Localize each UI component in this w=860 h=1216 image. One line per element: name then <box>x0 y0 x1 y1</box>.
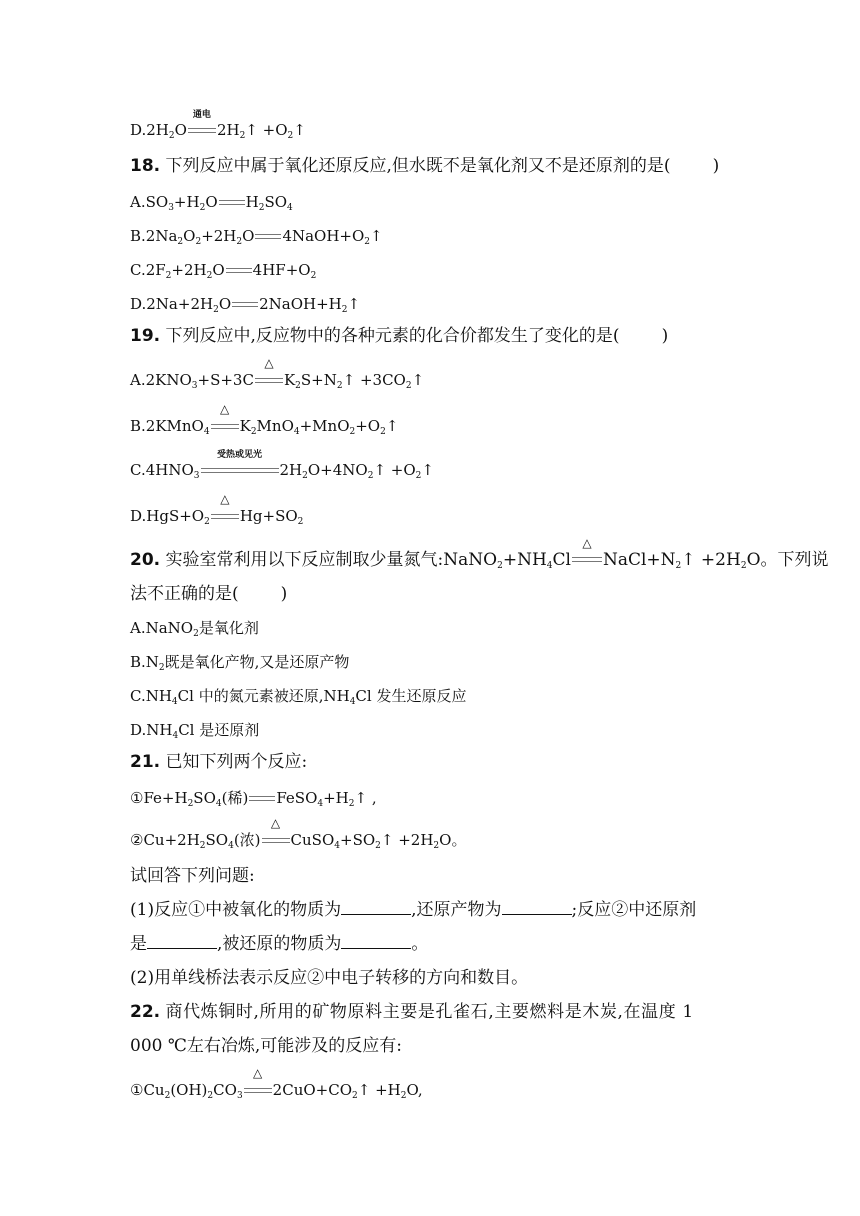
q21-reaction-1: $①Fe+H_2SO_4$(稀) $FeSO_4+H_2↑$ , <box>130 789 377 809</box>
light-heat-arrow: 受热或见光 <box>201 460 279 480</box>
question-18: 18. 下列反应中属于氧化还原反应,但水既不是氧化剂又不是还原剂的是( ) <box>130 156 720 176</box>
answer-blank[interactable] <box>502 900 572 915</box>
q19-option-c: $C.4HNO_3$ 受热或见光 $2H_2O+4NO_2↑$ $+O_2↑$ <box>130 450 434 481</box>
q19-option-b: B.2KMnO$_4$ △ $K_2MnO_4+MnO_2+O_2↑$ <box>130 402 399 437</box>
q21-prompt: 试回答下列问题: <box>130 866 255 886</box>
q20-option-b: $B.N_2$既是氧化产物,又是还原产物 <box>130 653 350 673</box>
q20-option-c: $C.NH_4Cl$ 中的氮元素被还原$,NH_4Cl$ 发生还原反应 <box>130 687 467 707</box>
q20-option-d: $D.NH_4Cl$ 是还原剂 <box>130 721 260 741</box>
answer-blank[interactable] <box>341 900 411 915</box>
heat-arrow: △ <box>262 830 290 850</box>
question-21: 21. 已知下列两个反应: <box>130 752 308 772</box>
heat-arrow: △ <box>255 370 283 390</box>
equals-arrow <box>255 226 281 246</box>
equals-arrow <box>226 260 252 280</box>
equals-arrow <box>219 192 245 212</box>
q20-option-a: A.NaNO$_2$是氧化剂 <box>130 619 259 639</box>
q19-option-a: $A.2KNO_3+S+3C$ △ $K_2S+N_2↑$ $+3CO_2↑$ <box>130 356 425 391</box>
q21-part-2: (2)用单线桥法表示反应②中电子转移的方向和数目。 <box>130 968 529 988</box>
q21-part-1-cont: 是 ,被还原的物质为 。 <box>130 934 429 954</box>
reaction-arrow: 通电 <box>188 120 216 140</box>
question-22: 22. 商代炼铜时,所用的矿物原料主要是孔雀石,主要燃料是木炭,在温度 1 <box>130 1002 694 1022</box>
heat-arrow: △ <box>244 1080 272 1100</box>
question-20-line2: 法不正确的是( ) <box>130 584 288 604</box>
q18-option-d: $D.2Na+2H_2O$ $2NaOH+H_2↑$ <box>130 295 361 315</box>
question-19: 19. 下列反应中,反应物中的各种元素的化合价都发生了变化的是( ) <box>130 326 669 346</box>
question-20: 20. 实验室常利用以下反应制取少量氮气$:NaNO_2+NH_4Cl$ △ $NaCl+N_2↑ +2H_2O$。下列说 <box>130 536 829 571</box>
q18-option-b: $B.2Na_2O_2+2H_2O$ $4NaOH+O_2↑$ <box>130 227 383 247</box>
heat-arrow: △ <box>211 416 239 436</box>
q18-option-c: $C.2F_2+2H_2O$ $4HF+O_2$ <box>130 261 317 281</box>
heat-arrow: △ <box>572 550 602 570</box>
answer-blank[interactable] <box>341 934 411 949</box>
heat-arrow: △ <box>211 506 239 526</box>
question-22-line2: 000 ℃左右冶炼,可能涉及的反应有: <box>130 1036 402 1056</box>
q17-option-d: $D.2H_2O$ 通电 $2H_2↑$ $+O_2↑$ <box>130 110 306 141</box>
q19-option-d: $D.HgS+O_2$ △ $Hg+SO_2$ <box>130 492 304 527</box>
q22-reaction-1: $①Cu_2(OH)_2CO_3$ △ $2CuO+CO_2↑ +H_2O$, <box>130 1066 423 1101</box>
q18-option-a: $A.SO_3+H_2O$ $H_2SO_4$ <box>130 193 293 213</box>
equals-arrow <box>232 294 258 314</box>
q21-reaction-2: $②Cu+2H_2SO_4$(浓) △ $CuSO_4+SO_2↑ +2H_2O$。 <box>130 816 467 851</box>
q21-part-1: (1)反应①中被氧化的物质为 ,还原产物为 ;反应②中还原剂 <box>130 900 697 920</box>
answer-blank[interactable] <box>147 934 217 949</box>
equals-arrow <box>249 788 275 808</box>
